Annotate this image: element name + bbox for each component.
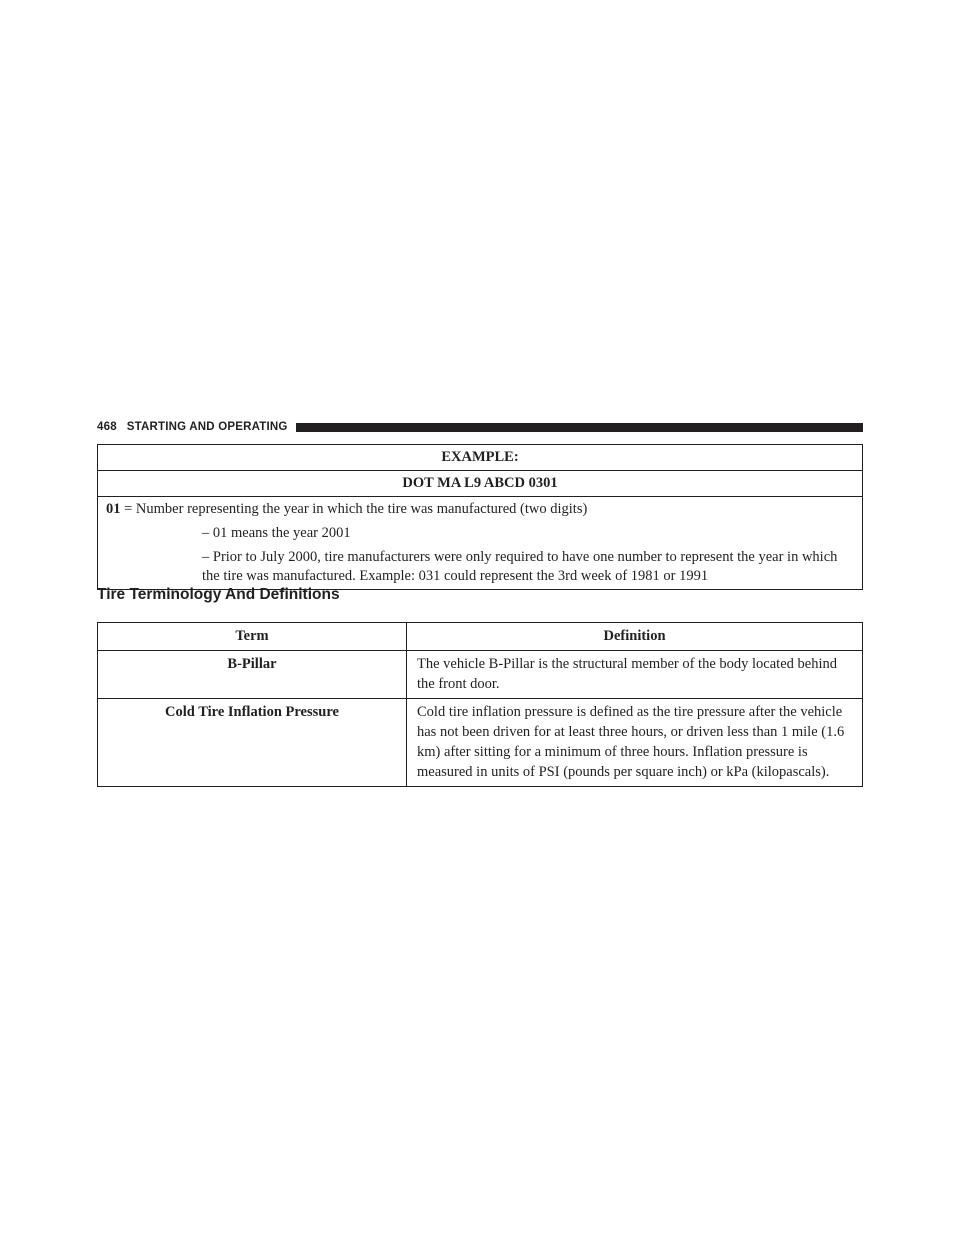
example-entry-key: 01 [106,501,121,517]
example-table [97,444,863,590]
definition-cell: The vehicle B-Pillar is the structural member of the body located behind the front door. [407,651,863,699]
example-note-1: – 01 means the year 2001 [202,525,351,541]
terminology-table [97,622,863,787]
example-title: EXAMPLE: [98,445,863,471]
example-entry-cell [98,497,863,590]
page-number: 468 [97,421,117,433]
example-note-2: – Prior to July 2000, tire manufacturers were only required to have one number to represent the year in which the tire was manufactured. Example: 031 could represent the 3rd week of 1981 or 1991 [202,549,838,584]
terminology-header-row [98,623,863,651]
term-cell: B-Pillar [98,651,407,699]
page-header [97,418,863,436]
example-title-row [98,445,863,471]
section-title: STARTING AND OPERATING [126,421,288,433]
example-entry-row [98,497,863,590]
terminology-heading: Tire Terminology And Definitions [97,586,340,603]
term-cell: Cold Tire Inflation Pressure [98,699,407,787]
example-code: DOT MA L9 ABCD 0301 [98,471,863,497]
example-entry-line [106,500,854,519]
table-row [98,651,863,699]
header-rule [296,423,863,432]
definition-cell: Cold tire inflation pressure is defined as the tire pressure after the vehicle has not been driven for at least three hours, or driven less than 1 mile (1.6 km) after sitting for a minimum of three hours. Inflation pressure is measured in units of PSI (pounds per square inch) or kPa (kilopascals). [407,699,863,787]
column-header-definition: Definition [407,623,863,651]
example-code-row [98,471,863,497]
table-row [98,699,863,787]
example-entry-description: = Number representing the year in which the tire was manufactured (two digits) [124,501,588,517]
column-header-term: Term [98,623,407,651]
